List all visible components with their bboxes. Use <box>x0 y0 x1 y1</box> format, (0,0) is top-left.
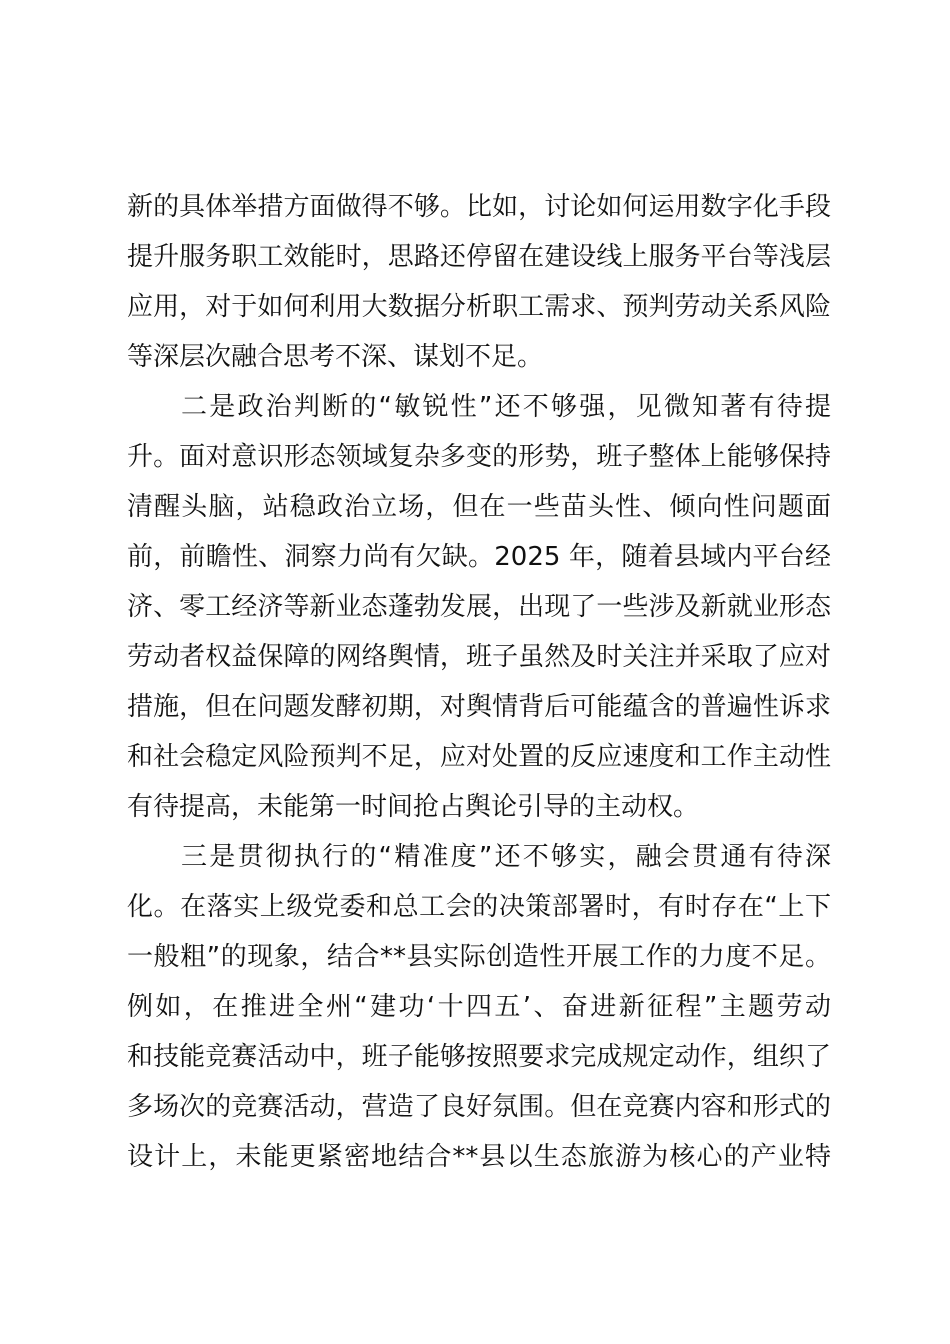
text-line: 多场次的竞赛活动，营造了良好氛围。但在竞赛内容和形式的 <box>127 1092 831 1122</box>
text-line: 一般粗”的现象，结合**县实际创造性开展工作的力度不足。 <box>127 942 831 972</box>
text-line: 应用，对于如何利用大数据分析职工需求、预判劳动关系风险 <box>127 292 831 322</box>
text-line: 措施，但在问题发酵初期，对舆情背后可能蕴含的普遍性诉求 <box>127 692 831 722</box>
text-line: 化。在落实上级党委和总工会的决策部署时，有时存在“上下 <box>127 892 831 922</box>
text-line: 等深层次融合思考不深、谋划不足。 <box>127 342 544 372</box>
text-line: 例如，在推进全州“建功‘十四五’、奋进新征程”主题劳动 <box>127 992 831 1022</box>
text-line: 升。面对意识形态领域复杂多变的形势，班子整体上能够保持 <box>127 442 831 472</box>
paragraph-heading-line: 三是贯彻执行的“精准度”还不够实，融会贯通有待深 <box>181 842 831 872</box>
text-line: 和社会稳定风险预判不足，应对处置的反应速度和工作主动性 <box>127 742 831 772</box>
paragraph-heading-line: 二是政治判断的“敏锐性”还不够强，见微知著有待提 <box>181 392 831 422</box>
text-line: 提升服务职工效能时，思路还停留在建设线上服务平台等浅层 <box>127 242 831 272</box>
text-line: 有待提高，未能第一时间抢占舆论引导的主动权。 <box>127 792 700 822</box>
text-line: 设计上，未能更紧密地结合**县以生态旅游为核心的产业特 <box>127 1142 831 1172</box>
text-line: 清醒头脑，站稳政治立场，但在一些苗头性、倾向性问题面 <box>127 492 831 522</box>
text-line: 新的具体举措方面做得不够。比如，讨论如何运用数字化手段 <box>127 192 831 222</box>
text-line: 劳动者权益保障的网络舆情，班子虽然及时关注并采取了应对 <box>127 642 831 672</box>
document-body <box>127 182 831 1182</box>
text-line: 和技能竞赛活动中，班子能够按照要求完成规定动作，组织了 <box>127 1042 831 1072</box>
text-line: 济、零工经济等新业态蓬勃发展，出现了一些涉及新就业形态 <box>127 592 831 622</box>
text-line: 前，前瞻性、洞察力尚有欠缺。2025 年，随着县域内平台经 <box>127 542 831 572</box>
